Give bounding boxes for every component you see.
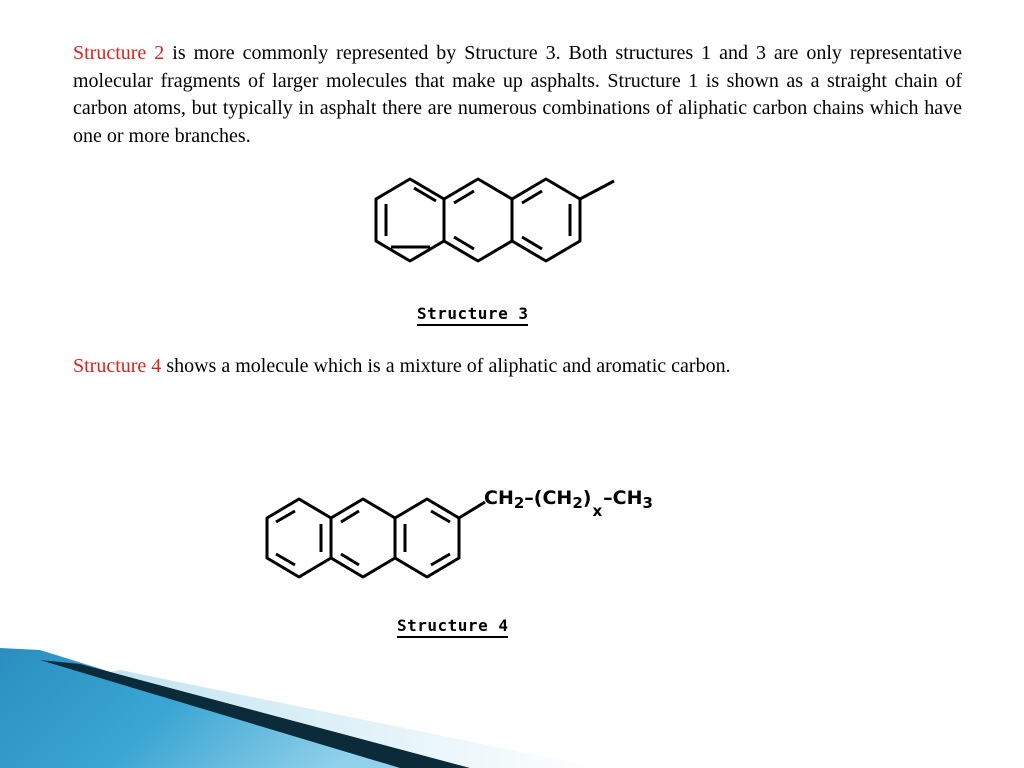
structure-4-caption: Structure 4 — [397, 617, 508, 638]
structure-3-caption: Structure 3 — [417, 305, 528, 326]
paragraph-2-text: shows a molecule which is a mixture of aliphatic and aromatic carbon. — [161, 355, 731, 377]
alkyl-chain-formula: $CH_2-(CH_2)_x-CH_3$ — [484, 487, 653, 520]
highlight-structure-4: Structure 4 — [73, 355, 162, 377]
repeat-count-x: x — [592, 502, 603, 520]
paragraph-1-text: is more commonly represented by Structure 3. Both structures 1 and 3 are only representative molecular fragments of larger molecules that make up asphalts. Structure 1 is shown as a straight chain of carbon atoms, but typically in asphalt there are numerous combinations of aliphatic carbon chains which have one or more branches. — [73, 42, 963, 147]
highlight-structure-2: Structure 2 — [73, 42, 165, 64]
